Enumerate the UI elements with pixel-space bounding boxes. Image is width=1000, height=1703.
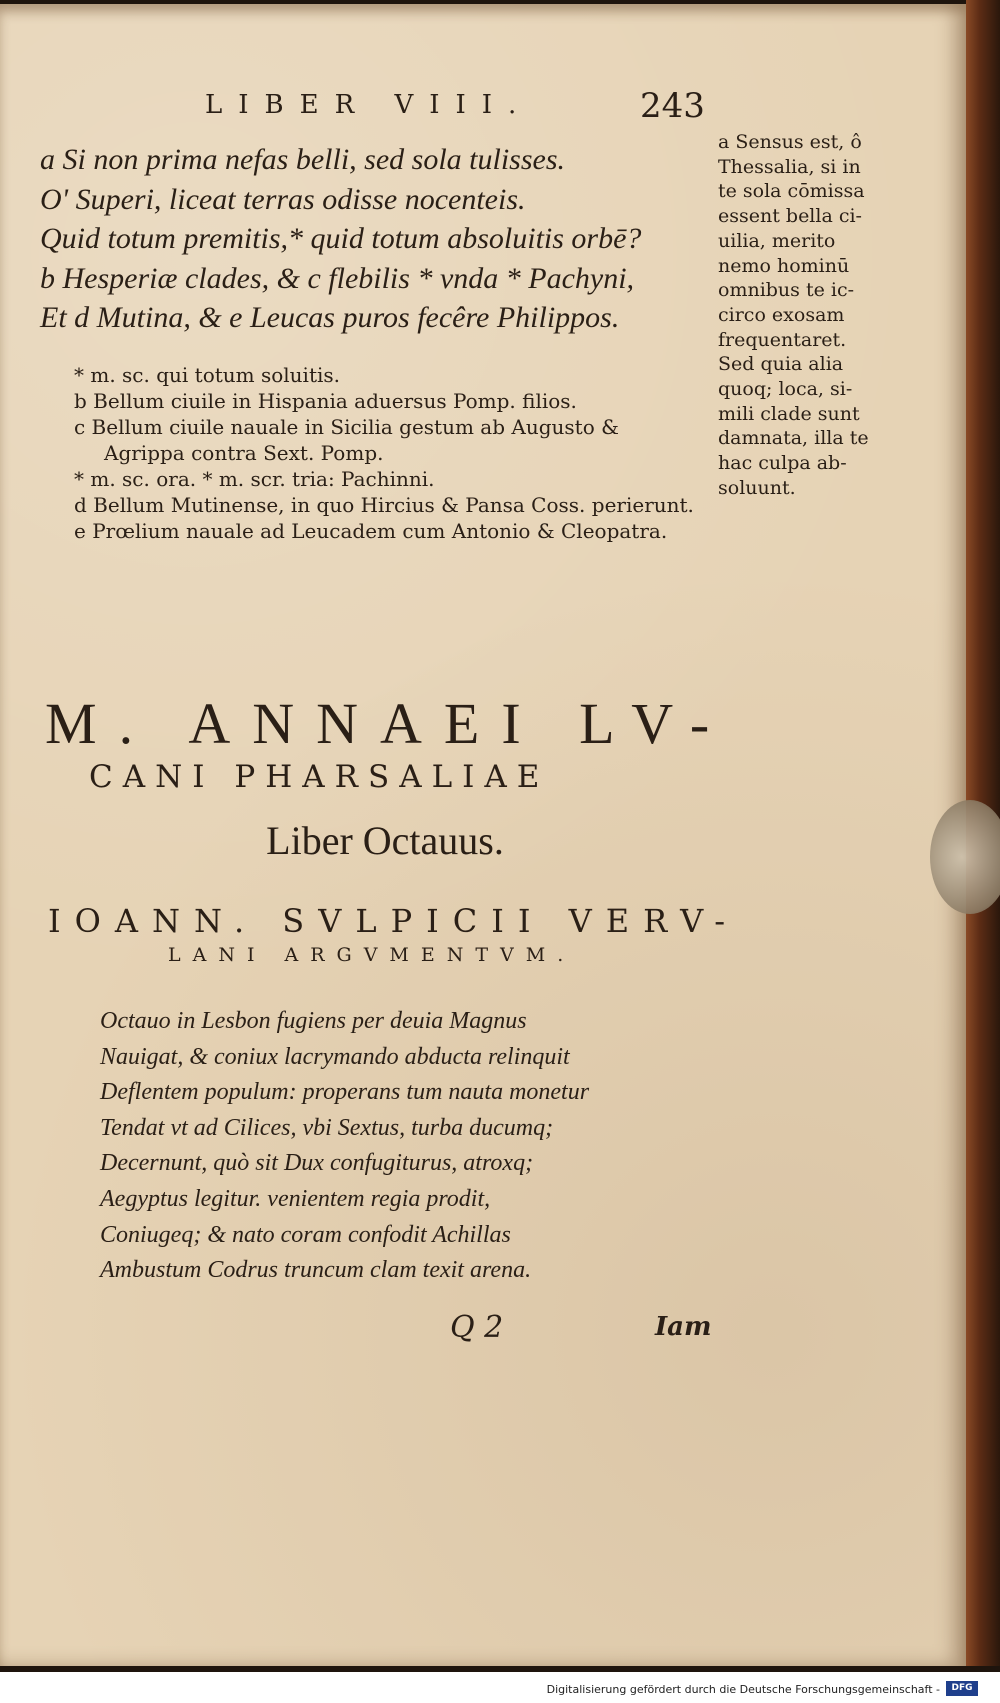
marginal-line: frequentaret. — [718, 328, 847, 351]
verse-line: a Si non prima nefas belli, sed sola tulisses. — [40, 143, 565, 176]
marginal-line: mili clade sunt — [718, 402, 860, 425]
marginal-line: damnata, illa te — [718, 427, 869, 450]
argument-heading — [48, 902, 740, 966]
argument-line: Coniugeq; & nato coram confodit Achillas — [100, 1221, 511, 1248]
argument-line: Tendat vt ad Cilices, vbi Sextus, turba ducumq; — [100, 1114, 554, 1141]
argument-line: Deflentem populum: properans tum nauta monetur — [100, 1079, 590, 1106]
verse-block — [40, 140, 720, 338]
argument-line: Decernunt, quò sit Dux confugiturus, atroxq; — [100, 1150, 534, 1177]
marginal-line: soluunt. — [718, 476, 796, 499]
title-line: CANI PHARSALIAE — [89, 759, 550, 795]
marginal-line: Thessalia, si in — [718, 155, 861, 178]
verse-line: Quid totum premitis,* quid totum absoluitis orbē? — [40, 222, 642, 255]
footnote: * m. sc. qui totum soluitis. — [74, 363, 341, 387]
marginal-line: omnibus te ic- — [718, 279, 855, 302]
page-header — [205, 86, 705, 126]
dfg-logo: DFG — [946, 1681, 978, 1696]
page-clip — [930, 800, 1000, 914]
footnote: * m. sc. ora. * m. scr. tria: Pachinni. — [74, 467, 435, 491]
marginal-line: a Sensus est, ô — [718, 131, 862, 153]
argument-line: Nauigat, & coniux lacrymando abducta relinquit — [100, 1043, 570, 1070]
footnote: c Bellum ciuile nauale in Sicilia gestum ab Augusto & Agrippa contra Sext. Pomp. — [74, 415, 619, 465]
argument-line: Ambustum Codrus truncum clam texit arena. — [100, 1257, 532, 1284]
verse-line: O' Superi, liceat terras odisse nocenteis. — [40, 182, 526, 216]
book-title — [45, 690, 732, 864]
marginal-line: uilia, merito — [718, 229, 836, 252]
signature-mark: Q 2 — [450, 1310, 504, 1345]
verse-line: b Hesperiæ clades, & c flebilis * vnda * Pachyni, — [40, 261, 635, 295]
argument-line: Octauo in Lesbon fugiens per deuia Magnus — [100, 1008, 527, 1034]
footer-credit: Digitalisierung gefördert durch die Deutsche Forschungsgemeinschaft - — [546, 1683, 940, 1696]
heading-line: LANI ARGVMENTVM. — [168, 944, 576, 966]
title-line: M. ANNAEI LV- — [45, 691, 732, 756]
argument-line: Aegyptus legitur. venientem regia prodit, — [100, 1185, 491, 1212]
marginal-note — [718, 130, 888, 501]
catchword: Iam — [655, 1312, 712, 1342]
footnote: d Bellum Mutinense, in quo Hircius & Pansa Coss. perierunt. — [74, 493, 694, 517]
marginal-line: Sed quia alia — [718, 353, 844, 376]
marginal-line: essent bella ci- — [718, 205, 862, 228]
footnote: e Prœlium nauale ad Leucadem cum Antonio & Cleopatra. — [74, 519, 668, 543]
marginal-line: quoq; loca, si- — [718, 378, 853, 401]
book-subtitle: Liber Octauus. — [266, 818, 504, 863]
verse-line: Et d Mutina, & e Leucas puros fecêre Philippos. — [40, 301, 620, 334]
argument-verses — [100, 1004, 720, 1289]
marginal-line: nemo hominū — [718, 254, 850, 277]
heading-line: IOANN. SVLPICII VERV- — [48, 902, 740, 940]
running-title: LIBER VIII. — [205, 90, 533, 120]
page-foot — [440, 1310, 730, 1350]
marginal-line: te sola cōmissa — [718, 180, 865, 203]
footnote: b Bellum ciuile in Hispania aduersus Pomp. filios. — [74, 389, 577, 413]
marginal-line: hac culpa ab- — [718, 452, 847, 475]
footnotes — [74, 362, 694, 544]
marginal-line: circo exosam — [718, 303, 845, 326]
page-number: 243 — [640, 86, 705, 126]
